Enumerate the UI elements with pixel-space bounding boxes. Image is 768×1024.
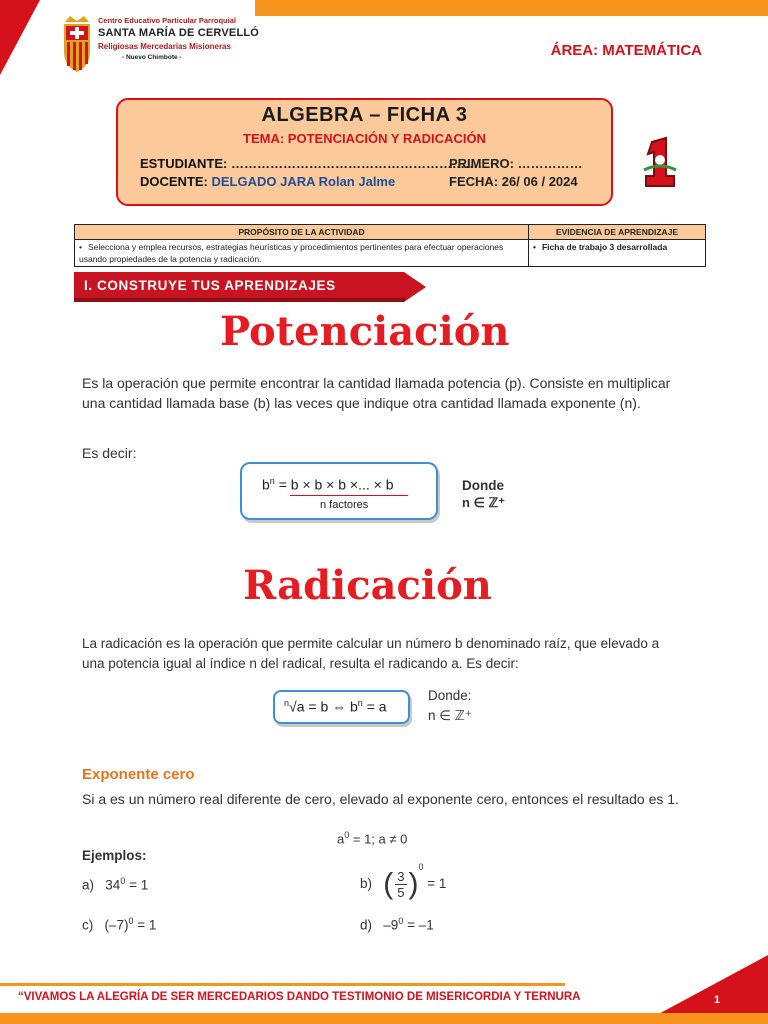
- evidence-text: • Ficha de trabajo 3 desarrollada: [533, 242, 667, 252]
- example-d-tail: = –1: [403, 917, 434, 933]
- fraction-denominator: 5: [397, 884, 405, 900]
- left-paren: (: [383, 867, 394, 901]
- footer-line: [0, 983, 565, 986]
- right-paren: ): [408, 867, 419, 901]
- example-c-tail: = 1: [133, 917, 157, 933]
- root-tail: = a: [362, 698, 387, 715]
- grade-field: PRIMERO: ……………: [449, 156, 583, 171]
- example-a-label: a): [82, 877, 95, 893]
- rule-tail: = 1; a ≠ 0: [349, 831, 408, 847]
- header-bar: [255, 0, 768, 16]
- number-one-badge-icon: [636, 136, 684, 188]
- exponente-cero-paragraph: Si a es un número real diferente de cero, elevado al exponente cero, entonces el resultado es 1.: [82, 791, 679, 807]
- example-b: [360, 862, 446, 901]
- example-a-base: 34: [105, 877, 121, 893]
- date-field: FECHA: 26/ 06 / 2024: [449, 174, 578, 189]
- example-d: [360, 916, 434, 933]
- rule-base: a: [337, 831, 345, 847]
- purpose-table: [74, 224, 706, 267]
- section-title: I. CONSTRUYE TUS APRENDIZAJES: [84, 278, 336, 293]
- worksheet-title: ALGEBRA – FICHA 3: [261, 104, 468, 126]
- example-c-base: (–7): [104, 917, 129, 933]
- example-c-label: c): [82, 917, 94, 933]
- example-a-tail: = 1: [125, 877, 149, 893]
- fraction: [395, 869, 406, 900]
- radicacion-heading: Radicación: [243, 562, 492, 609]
- area-label: ÁREA: MATEMÁTICA: [550, 42, 702, 59]
- student-field: ESTUDIANTE: ………………………………………………….: [140, 156, 482, 171]
- school-line-1: Centro Educativo Particular Parroquial: [98, 16, 236, 25]
- formula-exponent: n: [269, 476, 275, 486]
- corner-decoration: [0, 0, 40, 75]
- root-body: √a = b ⇔ b: [289, 698, 358, 715]
- purpose-text: • Selecciona y emplea recursos, estrategias heurísticas y procedimientos pertinentes para efectuar operaciones usando propiedades de la potencia y radicación.: [79, 242, 503, 264]
- power-formula: [262, 476, 394, 493]
- school-line-3: Religiosas Mercedarias Misioneras: [98, 42, 231, 51]
- es-decir-label: Es decir:: [82, 445, 137, 461]
- example-a: [82, 876, 148, 893]
- domain-condition: n ∈ ℤ⁺: [462, 495, 506, 510]
- evidence-cell: [529, 240, 706, 267]
- example-a-exp: 0: [120, 876, 126, 886]
- formula-expansion: = b × b × b ×... × b: [274, 476, 394, 493]
- purpose-cell: [75, 240, 529, 267]
- example-b-tail: = 1: [423, 876, 447, 891]
- teacher-name: DELGADO JARA Rolan Jalme: [211, 174, 396, 189]
- examples-label: Ejemplos:: [82, 848, 147, 863]
- topic-title: TEMA: POTENCIACIÓN Y RADICACIÓN: [243, 131, 486, 146]
- domain-condition-2: n ∈ ℤ⁺: [428, 708, 472, 723]
- factors-label: n factores: [320, 499, 369, 511]
- example-b-label: b): [360, 876, 373, 891]
- school-crest-icon: [62, 16, 92, 72]
- page-number: 1: [714, 994, 721, 1006]
- example-d-exp: 0: [398, 916, 404, 926]
- exponente-cero-title: Exponente cero: [82, 766, 195, 783]
- fraction-numerator: 3: [397, 868, 405, 884]
- school-name: SANTA MARÍA DE CERVELLÓ: [98, 27, 260, 39]
- donde-label: Donde: [462, 478, 504, 493]
- root-formula: [284, 698, 387, 715]
- footer-motto: “VIVAMOS LA ALEGRÍA DE SER MERCEDARIOS DANDO TESTIMONIO DE MISERICORDIA Y TERNURA: [18, 991, 581, 1003]
- example-d-base: –9: [383, 917, 399, 933]
- teacher-label: DOCENTE:: [140, 174, 212, 189]
- potenciacion-heading: Potenciación: [220, 308, 510, 355]
- root-exponent: n: [357, 698, 363, 708]
- root-index: n: [284, 698, 290, 708]
- formula-base: b: [262, 476, 270, 493]
- purpose-header: PROPÓSITO DE LA ACTIVIDAD: [75, 225, 529, 240]
- potenciacion-paragraph: Es la operación que permite encontrar la cantidad llamada potencia (p). Consiste en multiplicar una cantidad llamada base (b) las veces que indique otra cantidad llamada exponente (n).: [82, 375, 671, 411]
- rule-exponent: 0: [344, 830, 350, 840]
- evidence-header: EVIDENCIA DE APRENDIZAJE: [529, 225, 706, 240]
- donde-label-2: Donde:: [428, 688, 472, 703]
- zero-exponent-rule: [337, 830, 407, 846]
- example-d-label: d): [360, 917, 373, 933]
- example-b-exp: 0: [418, 862, 424, 872]
- factors-underline: [290, 495, 408, 496]
- teacher-field: [140, 174, 395, 189]
- example-c: [82, 916, 156, 933]
- school-line-4: - Nuevo Chimbote -: [122, 54, 182, 61]
- example-c-exp: 0: [128, 916, 134, 926]
- footer-bar: [0, 1013, 768, 1024]
- radicacion-paragraph: La radicación es la operación que permite calcular un número b denominado raíz, que elevado a una potencia igual al índice n del radical, resulta el radicando a. Es decir:: [82, 636, 660, 671]
